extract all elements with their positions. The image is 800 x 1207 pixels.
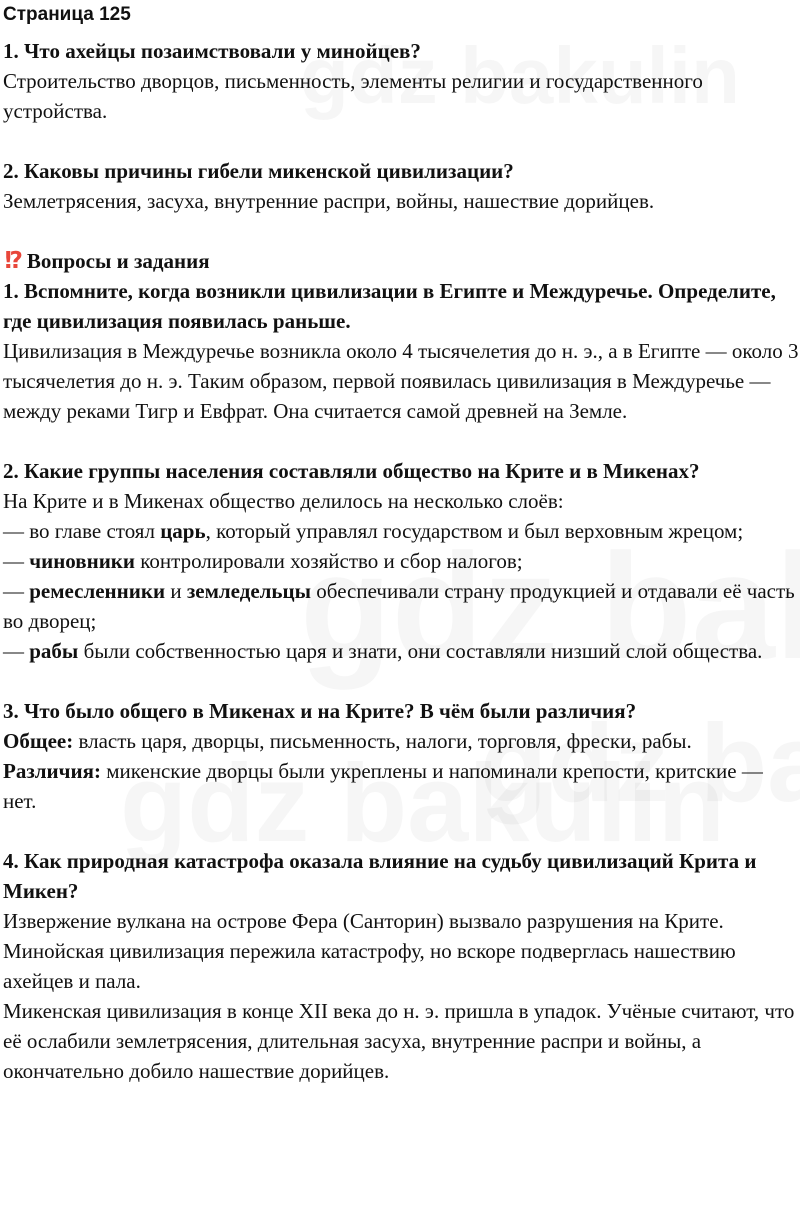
section-title: Вопросы и задания bbox=[26, 249, 210, 273]
task-1-question: 1. Вспомните, когда возникли цивилизации в Египте и Междуречье. Определите, где цивилизация появилась раньше. bbox=[3, 279, 776, 333]
task-4-answer-1: Извержение вулкана на острове Фера (Санторин) вызвало разрушения на Крите. Минойская цивилизация пережила катастрофу, но вскоре подверглась нашествию ахейцев и пала. bbox=[3, 909, 736, 993]
task-4-answer-2: Микенская цивилизация в конце XII века до н. э. пришла в упадок. Учёные считают, что её ослабили землетрясения, длительная засуха, внутренние распри и войны, а окончательно добило нашествие дорийцев. bbox=[3, 999, 795, 1083]
list-item: — ремесленники и земледельцы обеспечивали страну продукцией и отдавали её часть во дворец; bbox=[3, 579, 795, 633]
list-item: — во главе стоял царь, который управлял государством и был верховным жрецом; bbox=[3, 519, 744, 543]
task-3-question: 3. Что было общего в Микенах и на Крите? В чём были различия? bbox=[3, 699, 637, 723]
task-3-common: Общее: власть царя, дворцы, письменность, налоги, торговля, фрески, рабы. bbox=[3, 729, 692, 753]
task-2-question: 2. Какие группы населения составляли общество на Крите и в Микенах? bbox=[3, 459, 700, 483]
list-item: — чиновники контролировали хозяйство и сбор налогов; bbox=[3, 549, 523, 573]
task-1-answer: Цивилизация в Междуречье возникла около 4 тысячелетия до н. э., а в Египте — около 3 тысячелетия до н. э. Таким образом, первой появилась цивилизация в Междуречье — между реками Тигр и Евфрат. Она считается самой древней на Земле. bbox=[3, 339, 799, 423]
section-heading bbox=[3, 246, 800, 276]
question-1: 1. Что ахейцы позаимствовали у минойцев? bbox=[3, 39, 421, 63]
task-3-differences: Различия: микенские дворцы были укреплены и напоминали крепости, критские — нет. bbox=[3, 759, 763, 813]
question-2: 2. Каковы причины гибели микенской цивилизации? bbox=[3, 159, 514, 183]
task-4-question: 4. Как природная катастрофа оказала влияние на судьбу цивилизаций Крита и Микен? bbox=[3, 849, 757, 903]
answer-2: Землетрясения, засуха, внутренние распри, войны, нашествие дорийцев. bbox=[3, 189, 655, 213]
answer-1: Строительство дворцов, письменность, элементы религии и государственного устройства. bbox=[3, 69, 703, 123]
list-item: — рабы были собственностью царя и знати, они составляли низший слой общества. bbox=[3, 639, 763, 663]
question-exclamation-icon: !? bbox=[3, 248, 19, 274]
page-title: Страница 125 bbox=[3, 4, 131, 25]
task-2-intro: На Крите и в Микенах общество делилось на несколько слоёв: bbox=[3, 489, 564, 513]
